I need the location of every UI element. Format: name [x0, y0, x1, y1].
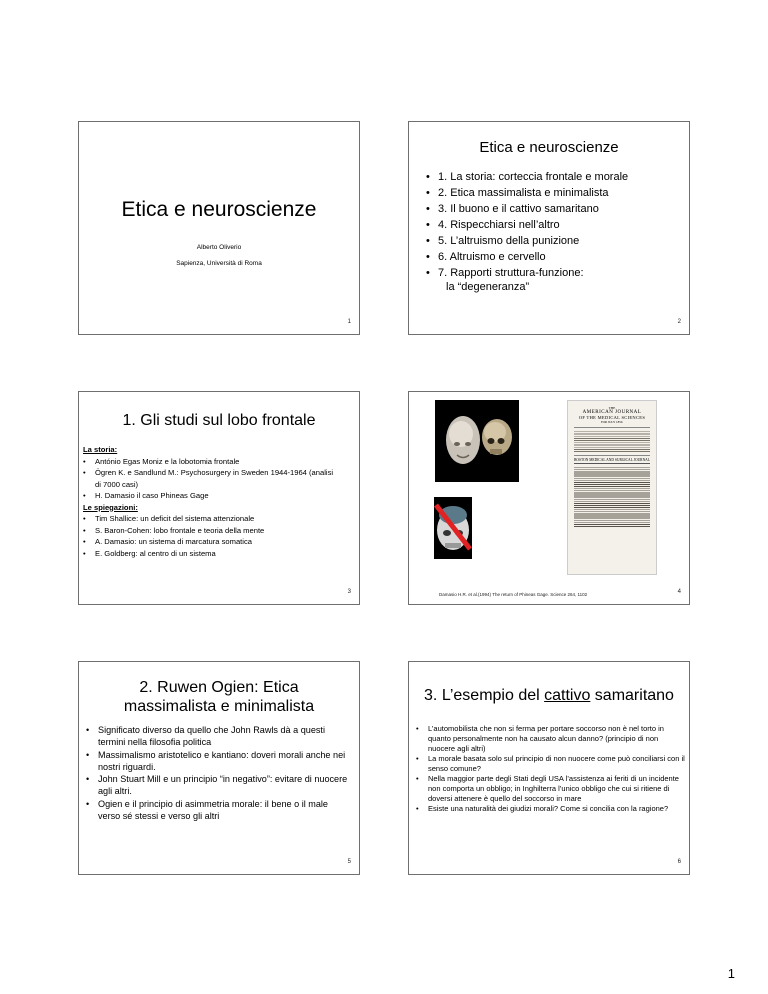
- bullet-list: [416, 724, 686, 814]
- slide-title: 3. L’esempio del cattivo samaritano: [424, 687, 674, 704]
- list-item: • 7. Rapporti struttura-funzione:: [426, 265, 628, 281]
- section-heading: La storia:: [83, 445, 118, 454]
- slide-5: [78, 661, 360, 875]
- author-affiliation: Sapienza, Università di Roma: [176, 260, 262, 267]
- skull-photo: [435, 400, 519, 482]
- explanations-list: [83, 513, 355, 559]
- list-item-continuation: la “degeneranza”: [446, 281, 530, 293]
- journal-page-image: THE AMERICAN JOURNAL OF THE MEDICAL SCIENCES FOR JULY 1850. BOSTON MEDICAL AND SURGICAL JOURNAL: [567, 400, 657, 575]
- slide-number: 6: [677, 859, 681, 865]
- list-item: • Significato diverso da quello che John Rawls dà a questi termini nella filosofia politica: [86, 724, 352, 749]
- slide-title: Etica e neuroscienze: [479, 139, 619, 156]
- history-content: [83, 444, 355, 559]
- author-name: Alberto Oliverio: [196, 244, 242, 251]
- slide-number: 4: [677, 589, 681, 595]
- list-item: • António Egas Moniz e la lobotomia frontale: [83, 456, 355, 468]
- list-item: • 2. Etica massimalista e minimalista: [426, 185, 628, 201]
- brain-scan-image: [434, 497, 472, 559]
- slide-title: [79, 678, 359, 716]
- slide-title: 1. Gli studi sul lobo frontale: [122, 412, 316, 429]
- slide-number: 3: [347, 589, 351, 595]
- list-item: • 3. Il buono e il cattivo samaritano: [426, 201, 628, 217]
- list-item: • Massimalismo aristotelico e kantiano: doveri morali anche nei nostri riguardi.: [86, 749, 352, 774]
- figure-citation: Damasio H.R. et al.(1994) The return of Phineas Gage. Science 264, 1102: [439, 592, 588, 597]
- list-item: • 5. L’altruismo della punizione: [426, 233, 628, 249]
- list-item: • La morale basata solo sul principio di non nuocere come può conciliarsi con il senso comune?: [416, 754, 686, 774]
- list-item: • 6. Altruismo e cervello: [426, 249, 628, 265]
- slide-number: 5: [347, 859, 351, 865]
- slide-number: 2: [677, 319, 681, 325]
- slide-3: [78, 391, 360, 605]
- list-item: • John Stuart Mill e un principio “in negativo”: evitare di nuocere agli altri.: [86, 773, 352, 798]
- history-list: [83, 456, 355, 502]
- list-item: • E. Goldberg: al centro di un sistema: [83, 548, 355, 560]
- slide-1: [78, 121, 360, 335]
- topic-list: [426, 169, 628, 281]
- list-item: • 4. Rispecchiarsi nell’altro: [426, 217, 628, 233]
- list-item: • Nella maggior parte degli Stati degli USA l’assistenza ai feriti di un incidente non comporta un obbligo; in Inghilterra l’unico obbligo che cui si ritiene di doversi attenere è quello del soccorso in mare: [416, 774, 686, 804]
- slide-2: [408, 121, 690, 335]
- list-item: • H. Damasio il caso Phineas Gage: [83, 490, 355, 502]
- slide-6: [408, 661, 690, 875]
- list-item: • Tim Shallice: un deficit del sistema attenzionale: [83, 513, 355, 525]
- list-item: • Esiste una naturalità dei giudizi morali? Come si concilia con la ragione?: [416, 804, 686, 814]
- list-item: • A. Damasio: un sistema di marcatura somatica: [83, 536, 355, 548]
- title-line: massimalista e minimalista: [123, 698, 315, 715]
- list-item: • Ögren K. e Sandlund M.: Psychosurgery in Sweden 1944-1964 (analisi di 7000 casi): [83, 467, 355, 490]
- slide-number: 1: [347, 319, 351, 325]
- list-item: • S. Baron-Cohen: lobo frontale e teoria della mente: [83, 525, 355, 537]
- list-item: • L’automobilista che non si ferma per portare soccorso non è nel torto in quanto personalmente non ha causato alcun danno? (principio di non nuocere agli altri): [416, 724, 686, 754]
- slide-4: [408, 391, 690, 605]
- section-heading: Le spiegazioni:: [83, 502, 138, 512]
- list-item: • 1. La storia: corteccia frontale e morale: [426, 169, 628, 185]
- slide-title: Etica e neuroscienze: [121, 198, 317, 221]
- bullet-list: [86, 724, 352, 822]
- list-item: • Ogien e il principio di asimmetria morale: il bene o il male verso sé stessi e verso gli altri: [86, 798, 352, 823]
- page-number: 1: [727, 966, 735, 981]
- title-line: 2. Ruwen Ogien: Etica: [139, 679, 299, 696]
